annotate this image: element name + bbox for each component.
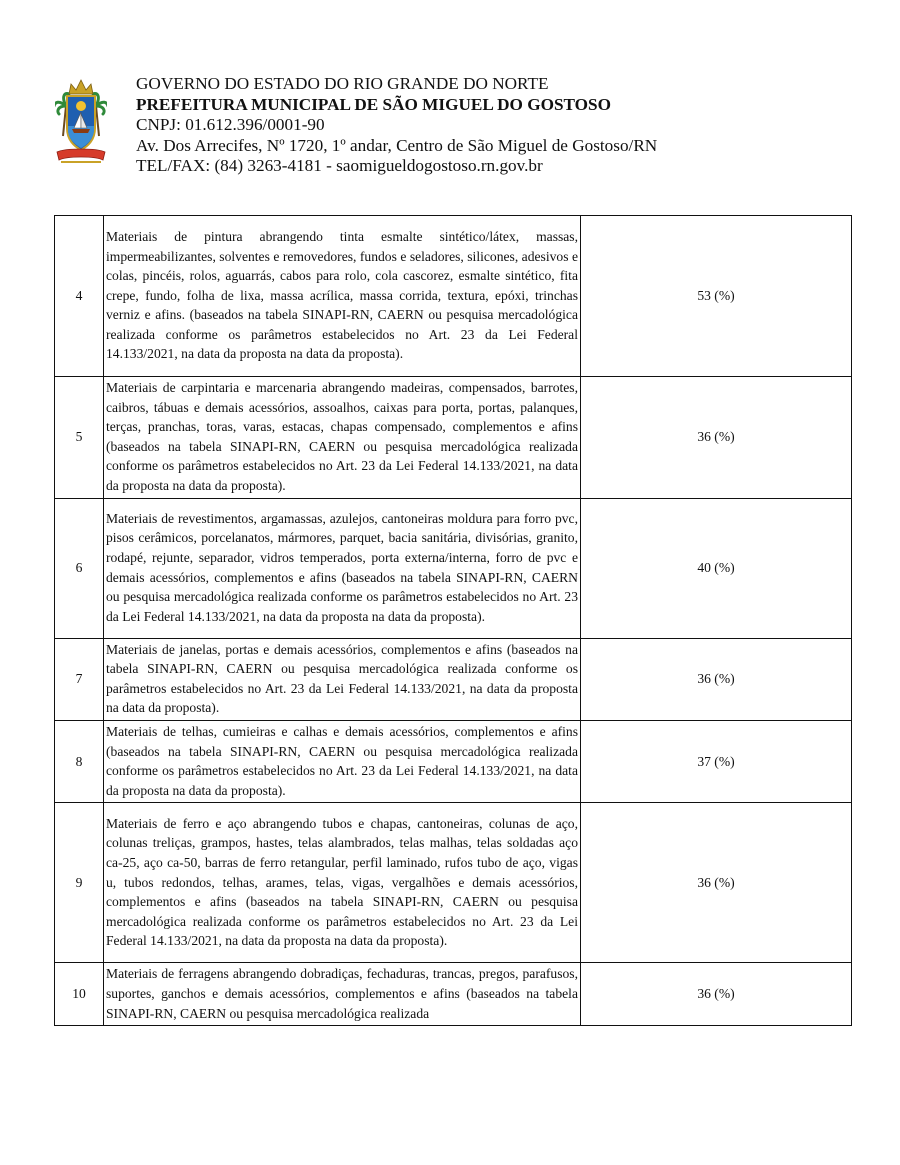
item-description: Materiais de janelas, portas e demais acessórios, complementos e afins (baseados na tabela SINAPI-RN, CAERN ou pesquisa mercadológica realizada conforme os parâmetros estabelecidos no Art. 23 da Lei Federal 14.133/2021, na data da proposta na data da proposta). (104, 638, 581, 720)
letterhead (55, 74, 855, 174)
item-description: Materiais de telhas, cumieiras e calhas e demais acessórios, complementos e afins (baseados na tabela SINAPI-RN, CAERN ou pesquisa mercadológica realizada conforme os parâmetros estabelecidos no Art. 23 da Lei Federal 14.133/2021, na data da proposta na data da proposta). (104, 720, 581, 802)
item-percentage: 37 (%) (581, 720, 852, 802)
item-number: 7 (55, 638, 104, 720)
coat-of-arms-icon (55, 76, 107, 170)
item-number: 8 (55, 720, 104, 802)
item-percentage: 36 (%) (581, 803, 852, 963)
table-row (55, 638, 852, 720)
table-row (55, 720, 852, 802)
item-description: Materiais de revestimentos, argamassas, azulejos, cantoneiras moldura para forro pvc, pisos cerâmicos, porcelanatos, mármores, parquet, bacia sanitária, divisórias, granito, rodapé, rejunte, separador, vidros temperados, porta externa/interna, forro de pvc e demais acessórios, complementos e afins (baseados na tabela SINAPI-RN, CAERN ou pesquisa mercadológica realizada conforme os parâmetros estabelecidos no Art. 23 da Lei Federal 14.133/2021, na data da proposta na data da proposta). (104, 498, 581, 638)
item-percentage: 53 (%) (581, 216, 852, 377)
header-address: Av. Dos Arrecifes, Nº 1720, 1º andar, Centro de São Miguel de Gostoso/RN (136, 135, 658, 155)
item-number: 4 (55, 216, 104, 377)
header-state-government: GOVERNO DO ESTADO DO RIO GRANDE DO NORTE (136, 74, 549, 93)
table-row (55, 377, 852, 499)
table-row (55, 216, 852, 377)
table-row (55, 498, 852, 638)
item-percentage: 36 (%) (581, 638, 852, 720)
header-contact: TEL/FAX: (84) 3263-4181 - saomigueldogostoso.rn.gov.br (136, 156, 543, 176)
header-cnpj: CNPJ: 01.612.396/0001-90 (136, 115, 325, 135)
item-percentage: 36 (%) (581, 377, 852, 499)
table-row (55, 803, 852, 963)
item-percentage: 36 (%) (581, 963, 852, 1026)
item-number: 10 (55, 963, 104, 1026)
item-description: Materiais de ferragens abrangendo dobradiças, fechaduras, trancas, pregos, parafusos, suportes, ganchos e demais acessórios, complementos e afins (baseados na tabela SINAPI-RN, CAERN ou pesquisa mercadológica realizada (104, 963, 581, 1026)
item-percentage: 40 (%) (581, 498, 852, 638)
item-number: 5 (55, 377, 104, 499)
item-description: Materiais de pintura abrangendo tinta esmalte sintético/látex, massas, impermeabilizantes, solventes e removedores, fundos e seladores, silicones, adesivos e colas, pincéis, rolos, aguarrás, cabos para rolo, cola cascorez, esmalte sintético, fita crepe, fundo, folha de lixa, massa acrílica, massa corrida, textura, epóxi, trinchas verniz e afins. (baseados na tabela SINAPI-RN, CAERN ou pesquisa mercadológica realizada conforme os parâmetros estabelecidos no Art. 23 da Lei Federal 14.133/2021, na data da proposta na data da proposta). (104, 216, 581, 377)
letterhead-text (136, 74, 657, 177)
header-municipality: PREFEITURA MUNICIPAL DE SÃO MIGUEL DO GOSTOSO (136, 94, 611, 114)
item-description: Materiais de ferro e aço abrangendo tubos e chapas, cantoneiras, colunas de aço, colunas treliças, grampos, hastes, telas alambrados, telas malhas, telas soldadas aço ca-25, aço ca-50, barras de ferro retangular, perfil laminado, rufos tubo de aço, vigas u, tubos redondos, telhas, arames, telas, vigas, vergalhões e demais acessórios, complementos e afins (baseados na tabela SINAPI-RN, CAERN ou pesquisa mercadológica realizada conforme os parâmetros estabelecidos no Art. 23 da Lei Federal 14.133/2021, na data da proposta na data da proposta). (104, 803, 581, 963)
items-table (54, 215, 852, 1026)
item-number: 9 (55, 803, 104, 963)
item-number: 6 (55, 498, 104, 638)
item-description: Materiais de carpintaria e marcenaria abrangendo madeiras, compensados, barrotes, caibros, tábuas e demais acessórios, assoalhos, caixas para porta, portas, palanques, terças, pranchas, toras, varas, estacas, chapas compensado, complementos e afins (baseados na tabela SINAPI-RN, CAERN ou pesquisa mercadológica realizada conforme os parâmetros estabelecidos no Art. 23 da Lei Federal 14.133/2021, na data da proposta na data da proposta). (104, 377, 581, 499)
table-row (55, 963, 852, 1026)
